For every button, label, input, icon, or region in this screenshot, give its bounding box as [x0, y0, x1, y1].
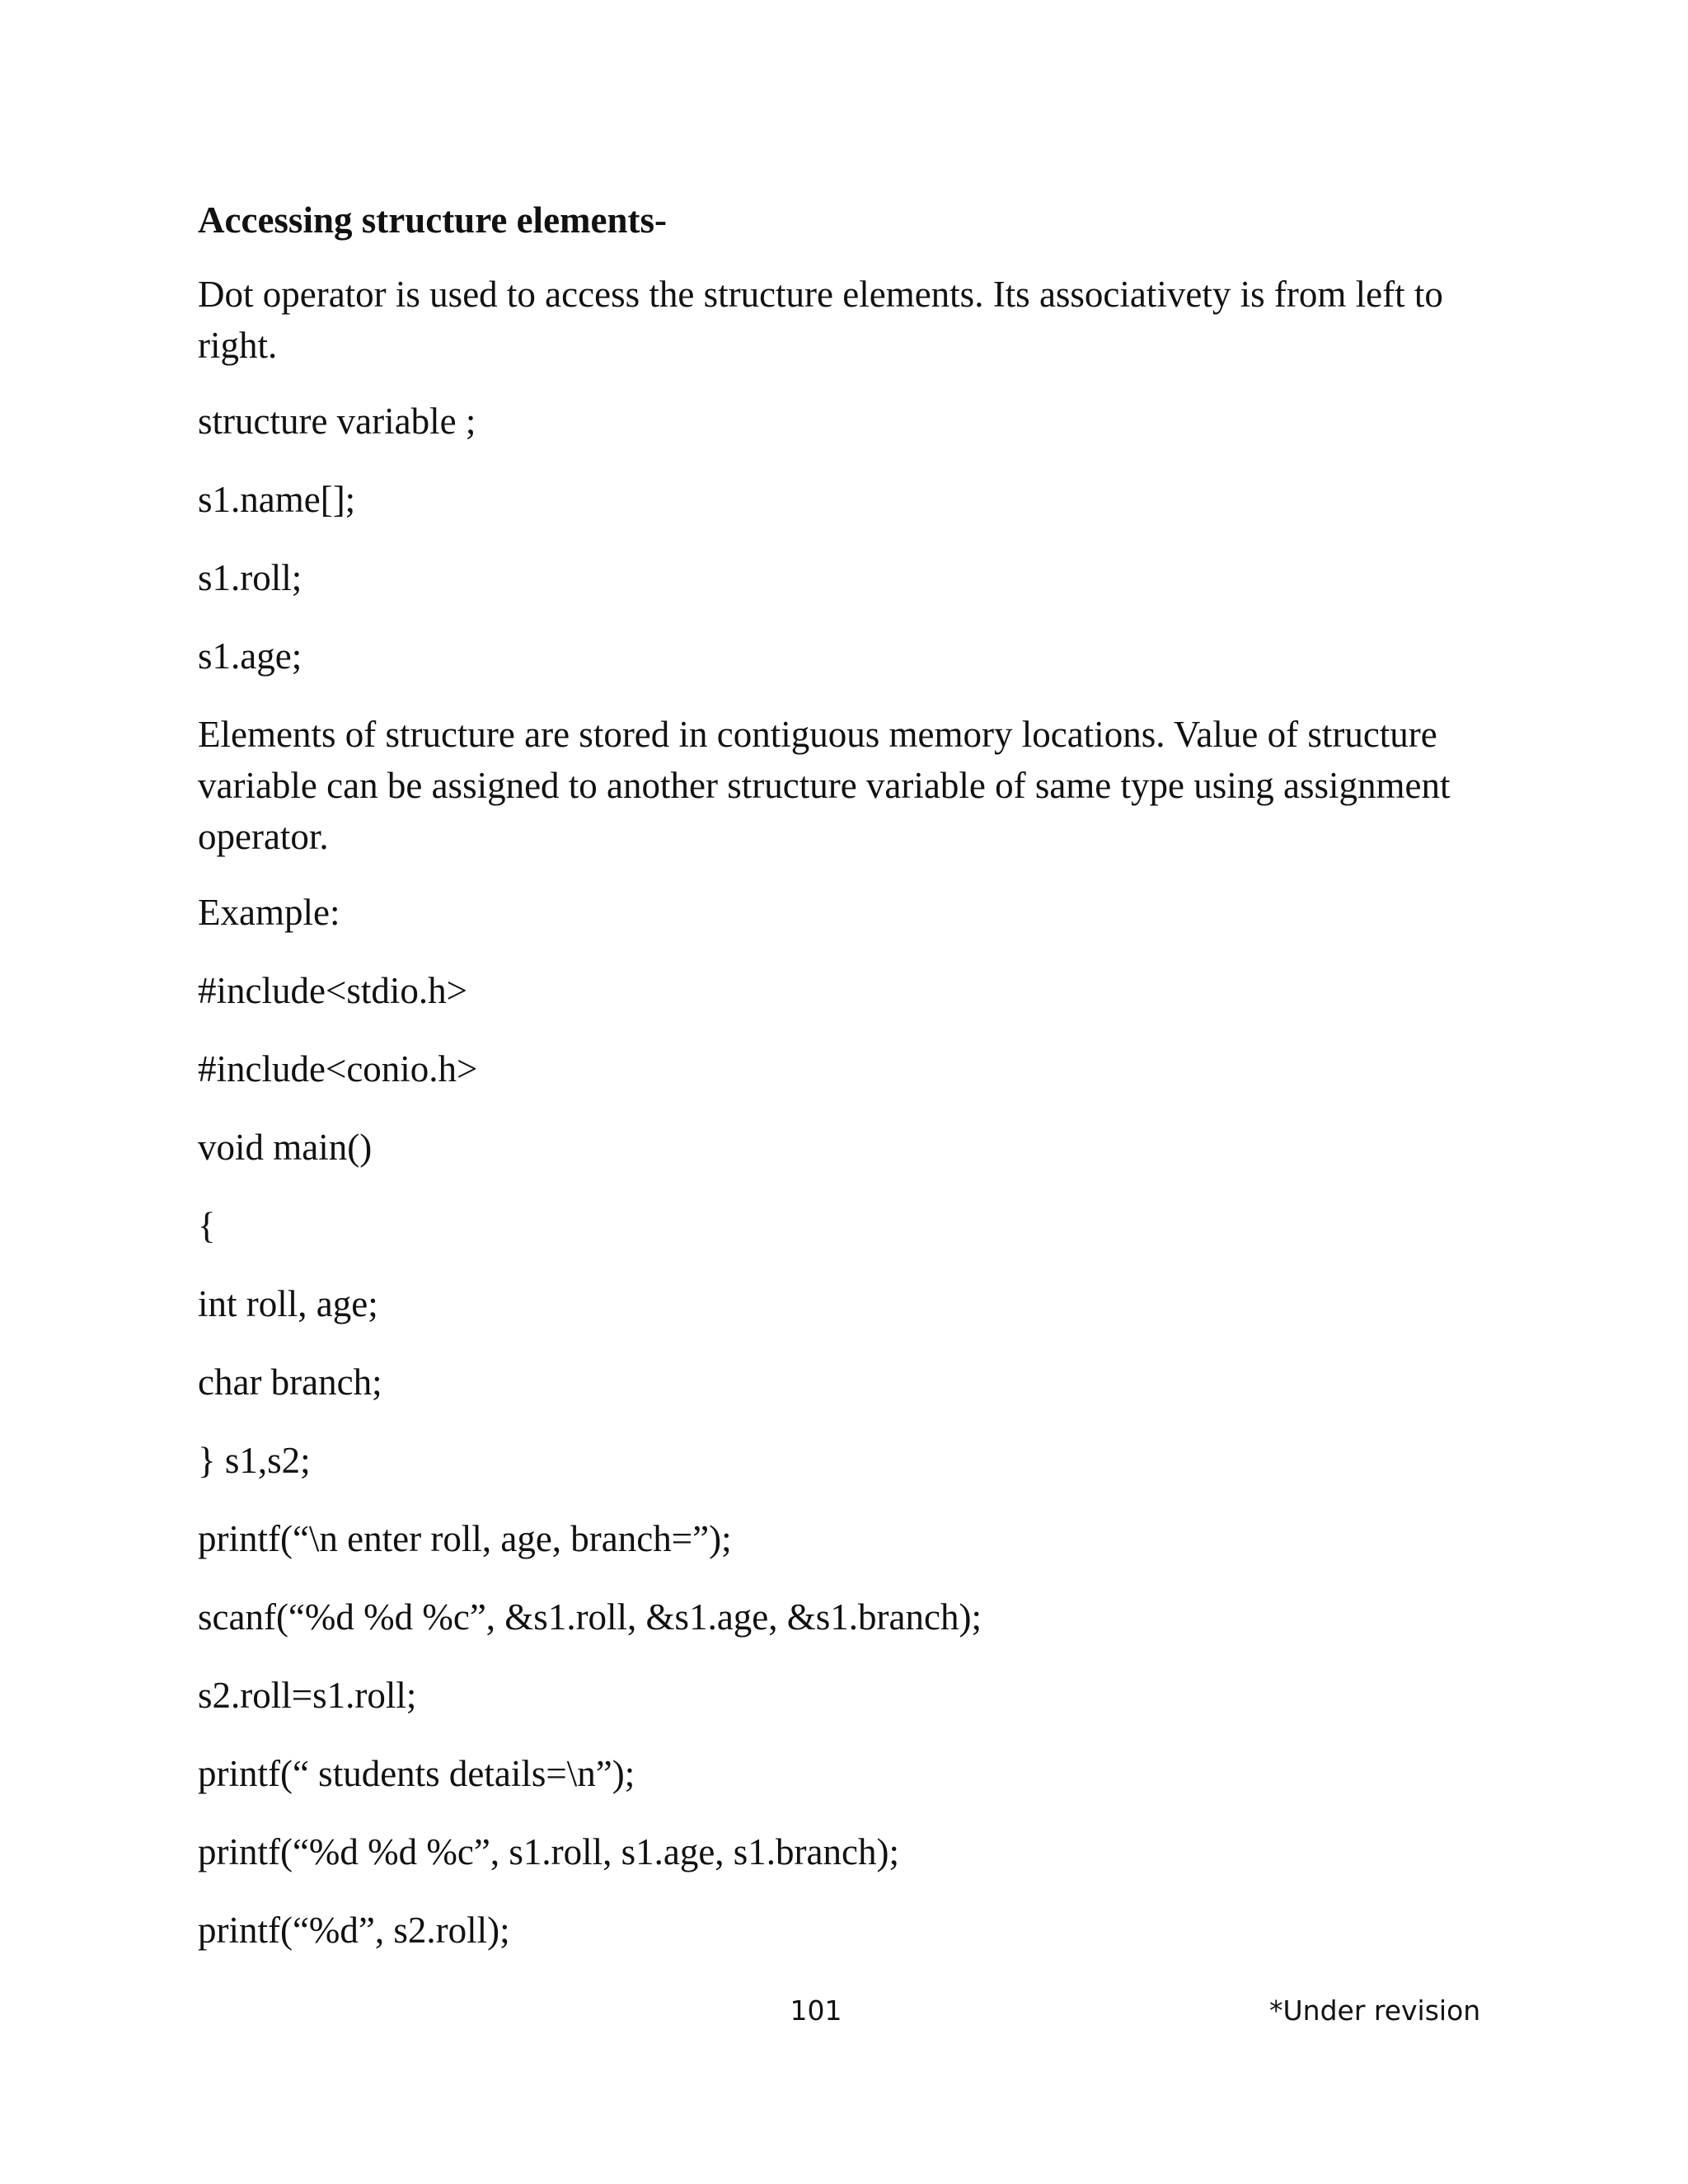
explanation-paragraph: Elements of structure are stored in contiguous memory locations. Value of structure variable can be assigned to another structure variable of same type using assignment operator.: [198, 714, 1451, 857]
intro-paragraph: Dot operator is used to access the structure elements. Its associativety is from left to right.: [198, 274, 1443, 366]
section-heading: Accessing structure elements-: [198, 199, 668, 241]
code-line: } s1,s2;: [198, 1440, 311, 1481]
code-line: printf(“%d”, s2.roll);: [198, 1910, 510, 1951]
example-label: Example:: [198, 892, 340, 933]
syntax-line: s1.name[];: [198, 479, 356, 520]
page-number: 101: [790, 1994, 842, 2027]
code-line: {: [198, 1205, 216, 1246]
code-line: printf(“%d %d %c”, s1.roll, s1.age, s1.branch);: [198, 1831, 899, 1872]
code-line: char branch;: [198, 1361, 382, 1403]
code-line: #include<conio.h>: [198, 1048, 478, 1090]
syntax-line: s1.age;: [198, 635, 302, 677]
code-line: printf(“\n enter roll, age, branch=”);: [198, 1518, 732, 1559]
code-line: #include<stdio.h>: [198, 970, 467, 1011]
code-line: scanf(“%d %d %c”, &s1.roll, &s1.age, &s1.branch);: [198, 1596, 982, 1638]
code-line: void main(): [198, 1127, 373, 1168]
code-line: printf(“ students details=\n”);: [198, 1753, 635, 1794]
page-content: [198, 196, 1484, 1983]
revision-note: *Under revision: [1269, 1994, 1481, 2027]
code-line: int roll, age;: [198, 1283, 378, 1324]
syntax-line: s1.roll;: [198, 557, 302, 598]
syntax-line: structure variable ;: [198, 401, 476, 442]
code-line: s2.roll=s1.roll;: [198, 1675, 417, 1716]
